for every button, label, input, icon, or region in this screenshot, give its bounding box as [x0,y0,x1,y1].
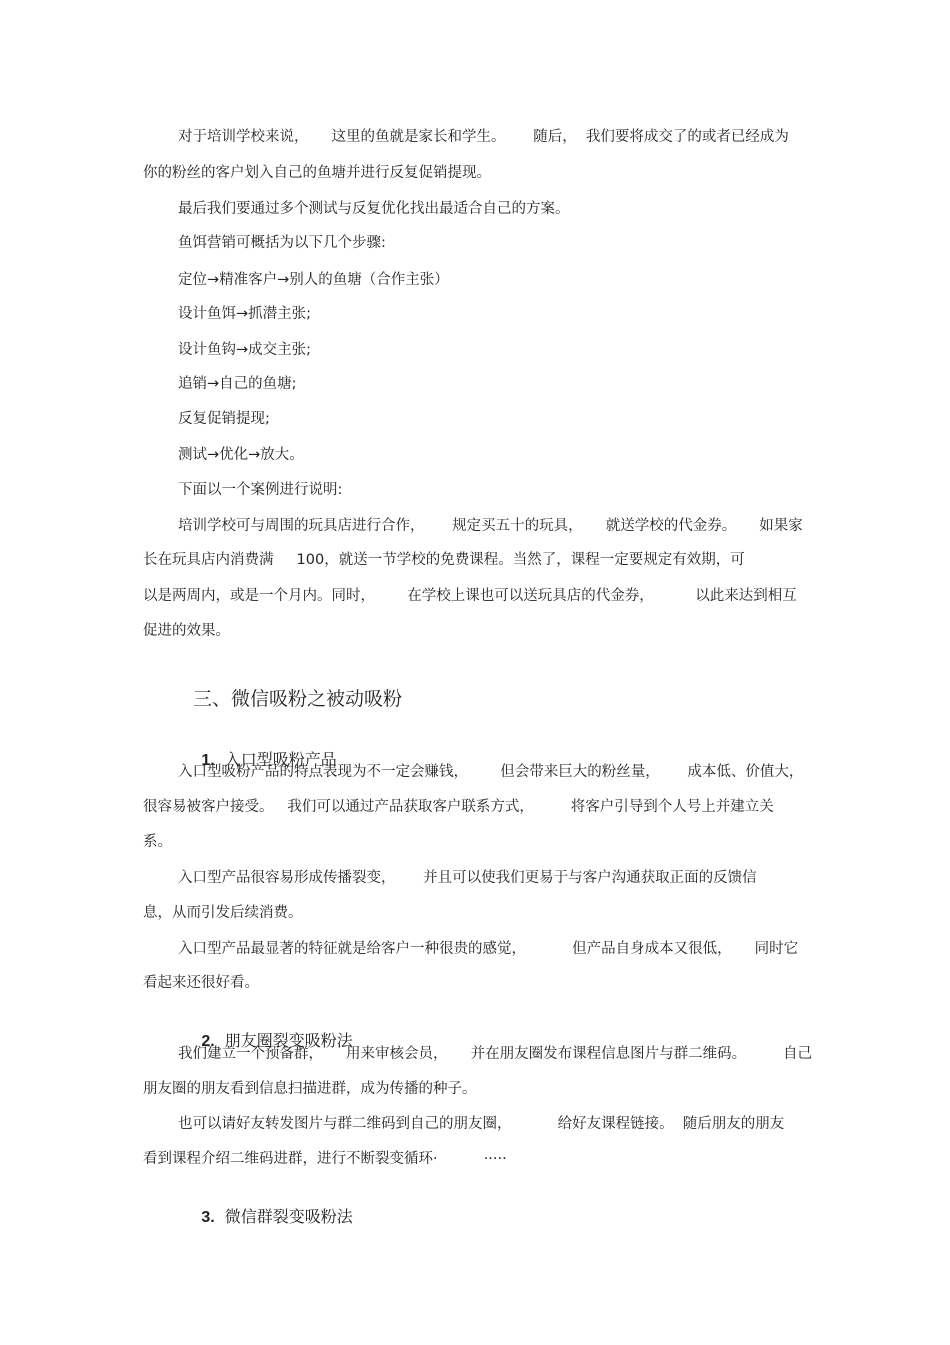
paragraph-line: 以是两周内，或是一个月内。同时， 在学校上课也可以送玩具店的代金券， 以此来达到相互 [143,588,797,604]
subsection-title: 入口型吸粉产品 [224,750,337,769]
subsection-heading-1 [181,727,337,794]
paragraph-line: 促进的效果。 [143,623,230,639]
subsection-heading-3 [181,1184,353,1251]
subsection-number: 3. [201,1209,215,1226]
paragraph-line: 最后我们要通过多个测试与反复优化找出最适合自己的方案。 [178,201,570,217]
paragraph-line: 很容易被客户接受。 我们可以通过产品获取客户联系方式， 将客户引导到个人号上并建立关 [143,799,774,815]
subsection-title: 微信群裂变吸粉法 [224,1207,353,1226]
paragraph-line: 我们建立一个预备群， 用来审核会员， 并在朋友圈发布课程信息图片与群二维码。 自己 [178,1046,812,1062]
section-heading: 三、微信吸粉之被动吸粉 [193,688,403,710]
paragraph-line: 长在玩具店内消费满 100，就送一节学校的免费课程。当然了，课程一定要规定有效期，可 [143,552,745,568]
paragraph-line: 入口型产品最显著的特征就是给客户一种很贵的感觉， 但产品自身成本又很低， 同时它 [178,941,799,957]
paragraph-line: 你的粉丝的客户划入自己的鱼塘并进行反复促销提现。 [143,165,491,181]
subsection-number: 1. [201,752,215,769]
step-line: 设计鱼饵→抓潜主张; [178,306,312,322]
paragraph-line: 培训学校可与周围的玩具店进行合作， 规定买五十的玩具， 就送学校的代金券。 如果家 [178,518,803,534]
paragraph-line: 朋友圈的朋友看到信息扫描进群，成为传播的种子。 [143,1081,477,1097]
paragraph-line: 对于培训学校来说， 这里的鱼就是家长和学生。 随后， 我们要将成交了的或者已经成为 [178,129,789,145]
step-line: 反复促销提现; [178,411,270,427]
step-line: 追销→自己的鱼塘; [178,376,297,392]
paragraph-line: 入口型吸粉产品的特点表现为不一定会赚钱， 但会带来巨大的粉丝量， 成本低、价值大， [178,764,804,780]
subsection-heading-2 [181,1008,353,1075]
subsection-title: 朋友圈裂变吸粉法 [224,1031,353,1050]
paragraph-line: 鱼饵营销可概括为以下几个步骤: [178,235,386,251]
step-line: 定位→精准客户→别人的鱼塘（合作主张） [178,272,449,288]
paragraph-line: 看起来还很好看。 [143,975,259,991]
paragraph-line: 下面以一个案例进行说明: [178,482,343,498]
paragraph-line: 看到课程介绍二维码进群，进行不断裂变循环· ····· [143,1151,507,1167]
paragraph-line: 息，从而引发后续消费。 [143,905,303,921]
paragraph-line: 也可以请好友转发图片与群二维码到自己的朋友圈， 给好友课程链接。 随后朋友的朋友 [178,1116,785,1132]
paragraph-line: 系。 [143,834,172,850]
paragraph-line: 入口型产品很容易形成传播裂变， 并且可以使我们更易于与客户沟通获取正面的反馈信 [178,870,757,886]
subsection-number: 2. [201,1033,215,1050]
step-line: 测试→优化→放大。 [178,447,304,463]
step-line: 设计鱼钩→成交主张; [178,342,312,358]
